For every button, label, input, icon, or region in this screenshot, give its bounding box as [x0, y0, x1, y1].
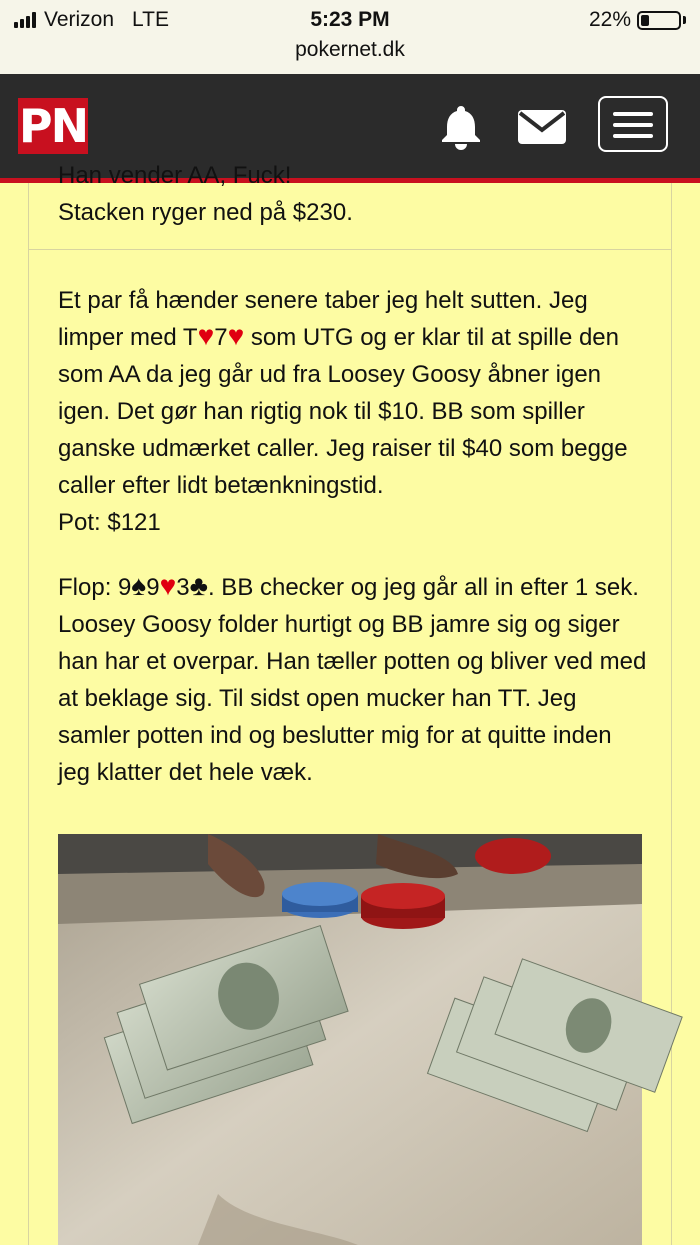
- flop-label: Flop: 9: [58, 574, 132, 601]
- battery-tip: [683, 16, 686, 24]
- heart-suit-icon: ♥: [227, 320, 245, 351]
- battery-icon: [637, 11, 681, 30]
- article-paragraph: [58, 157, 648, 231]
- article-body: [28, 162, 672, 1245]
- text-segment: . BB checker og jeg går all in efter 1 sek. Loosey Goosy folder hurtigt og BB jamre sig og siger han har et overpar. Han tæller potten og bliver ved med at beklage sig. Til sidst open mucker han TT. Jeg samler potten ind og beslutter mig for at quitte inden jeg klatter det hele væk.: [58, 574, 647, 786]
- poker-money-photo[interactable]: [58, 834, 642, 1245]
- mail-icon[interactable]: [518, 110, 566, 144]
- heart-suit-icon: ♥: [197, 320, 215, 351]
- hamburger-menu-button[interactable]: [598, 96, 668, 152]
- text-segment: som UTG og er klar til at spille den som AA da jeg går ud fra Loosey Goosy åbner igen igen. Det gør han rigtig nok til $10. BB som spiller ganske udmærket caller. Jeg raiser til $40 som begge caller efter lidt betænkningstid.: [58, 324, 628, 499]
- card-rank: 7: [214, 324, 228, 351]
- text-segment: Et par få hænder senere taber jeg helt sutten. Jeg limper med T: [58, 287, 588, 351]
- network-label: LTE: [132, 8, 170, 31]
- pokernet-logo[interactable]: PN: [18, 99, 88, 153]
- divider: [29, 249, 671, 250]
- status-right: [589, 8, 686, 32]
- ios-status-bar: [0, 0, 700, 74]
- card-rank: 9: [146, 574, 160, 601]
- club-suit-icon: ♣: [189, 570, 208, 601]
- battery-percent: 22%: [588, 8, 631, 31]
- card-rank: 3: [176, 574, 190, 601]
- spade-suit-icon: ♠: [131, 570, 147, 601]
- pot-line: Pot: $121: [58, 509, 161, 536]
- bell-icon[interactable]: [440, 104, 482, 148]
- text-line-stack: Stacken ryger ned på $230.: [58, 199, 353, 226]
- carrier-label: Verizon: [44, 8, 115, 31]
- heart-suit-icon: ♥: [159, 570, 177, 601]
- article-paragraph-flop: [58, 569, 648, 791]
- address-bar-url[interactable]: pokernet.dk: [295, 38, 405, 61]
- article-paragraph-limp: [58, 282, 648, 541]
- text-line-partial: Han vender AA, Fuck!: [58, 162, 292, 189]
- status-time: 5:23 PM: [310, 8, 390, 31]
